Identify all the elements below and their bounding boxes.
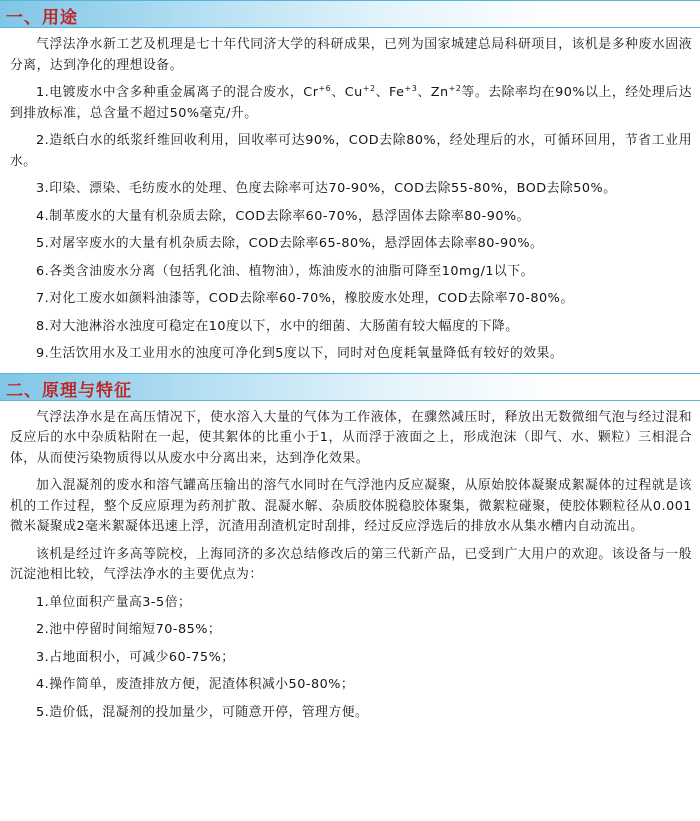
advantage-item-5: 5.造价低，混凝剂的投加量少，可随意开停，管理方便。	[36, 704, 369, 720]
section-title-usage: 一、用途	[6, 8, 78, 28]
item1-text-c: 、Fe	[375, 85, 405, 100]
fe-charge: +3	[404, 84, 418, 93]
usage-item-2: 2.造纸白水的纸浆纤维回收利用，回收率可达90%，COD去除80%，经处理后的水，可循环回用，节省工业用水。	[10, 133, 692, 169]
usage-item-7: 7.对化工废水如颜料油漆等，COD去除率60-70%，橡胶废水处理，COD去除率70-80%。	[36, 291, 574, 306]
item1-text-e: 等。去除率均在90%以上，经处理后达到排放标准，总含量不超过50%毫克/升。	[10, 85, 693, 121]
usage-intro: 气浮法净水新工艺及机理是七十年代同济大学的科研成果，已列为国家城建总局科研项目，该机是多种废水固液分离，达到净化的理想设备。	[10, 37, 692, 73]
section-title-principle: 二、原理与特征	[6, 380, 132, 401]
item1-text-b: 、Cu	[331, 85, 363, 100]
usage-item-6: 6.各类含油废水分离（包括乳化油、植物油），炼油废水的油脂可降至10mg/1以下。	[36, 263, 534, 279]
advantage-item-3: 3.占地面积小，可减少60-75%；	[36, 649, 235, 665]
section-header-principle	[0, 373, 700, 401]
item1-text-d: 、Zn	[417, 85, 449, 100]
cu-charge: +2	[362, 84, 376, 93]
item1-text-a: 1.电镀废水中含多种重金属离子的混合废水，Cr	[36, 85, 319, 100]
advantage-item-4: 4.操作简单，废渣排放方便，泥渣体积减小50-80%；	[36, 677, 355, 692]
usage-item-5: 5.对屠宰废水的大量有机杂质去除，COD去除率65-80%，悬浮固体去除率80-90%。	[36, 236, 544, 251]
usage-item-8: 8.对大池淋浴水浊度可稳定在10度以下，水中的细菌、大肠菌有较大幅度的下降。	[36, 318, 519, 334]
principle-paragraph-1: 气浮法净水是在高压情况下，使水溶入大量的气体为工作液体，在骤然减压时，释放出无数微细气泡与经过混和反应后的水中杂质粘附在一起，使其絮体的比重小于1，从而浮于液面之上，形成泡沫（即气、水、颗粒）三相混合体，从而使污染物质得以从废水中分离出来，达到净化效果。	[10, 409, 692, 466]
cr-charge: +6	[318, 84, 332, 93]
section-header-usage	[0, 0, 700, 28]
advantage-item-1: 1.单位面积产量高3-5倍；	[36, 594, 192, 610]
usage-item-9: 9.生活饮用水及工业用水的浊度可净化到5度以下，同时对色度耗氧量降低有较好的效果。	[36, 346, 564, 361]
principle-paragraph-3: 该机是经过许多高等院校，上海同济的多次总结修改后的第三代新产品，已受到广大用户的欢迎。该设备与一般沉淀池相比较，气浮法净水的主要优点为：	[10, 546, 692, 582]
principle-paragraph-2: 加入混凝剂的废水和溶气罐高压输出的溶气水同时在气浮池内反应凝聚，从原始胶体凝聚成絮凝体的过程就是该机的工作过程，整个反应原理为药剂扩散、混凝水解、杂质胶体脱稳胶体聚集，微絮粒碰聚，使胶体颗粒径从0.001微米凝聚成2毫米絮凝体迅速上浮，沉渣用刮渣机定时刮排，经过反应浮选后的排放水从集水槽内自动流出。	[10, 478, 692, 534]
usage-item-1	[10, 83, 692, 124]
usage-item-4: 4.制革废水的大量有机杂质去除，COD去除率60-70%，悬浮固体去除率80-90%。	[36, 208, 530, 224]
usage-item-3: 3.印染、漂染、毛纺废水的处理、色度去除率可达70-90%，COD去除55-80%，BOD去除50%。	[36, 181, 617, 196]
zn-charge: +2	[448, 84, 462, 93]
advantage-item-2: 2.池中停留时间缩短70-85%；	[36, 622, 222, 637]
